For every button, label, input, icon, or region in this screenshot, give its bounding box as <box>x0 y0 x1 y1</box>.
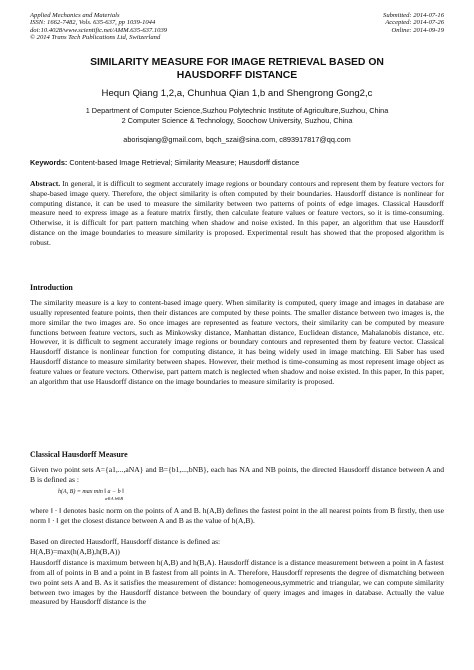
title-line-2: HAUSDORFF DISTANCE <box>176 70 298 81</box>
formula-main: h(A, B) = max min ‖ a − b ‖ <box>58 489 124 495</box>
classical-text-3: Based on directed Hausdorff, Hausdorff distance is defined as: <box>30 537 221 546</box>
affiliation-2: 2 Computer Science & Technology, Soochow University, Suzhou, China <box>121 115 353 125</box>
classical-text-2: where ‖ · ‖ denotes basic norm on the points of A and B. h(A,B) defines the fastest point in the all nearest points from B firstly, then use norm ‖ · ‖ get the closest distance between A and B as the value of h(A,B). <box>30 506 444 525</box>
classical-text-4: H(A,B)=max(h(A,B),h(B,A)) <box>30 547 120 556</box>
accepted-date: Accepted: 2014-07-26 <box>385 19 444 27</box>
keywords-text: Content-based Image Retrieval; Similarity Measure; Hausdorff distance <box>67 158 300 167</box>
keywords <box>30 158 444 167</box>
journal-info <box>30 12 290 42</box>
title-line-1: SIMILARITY MEASURE FOR IMAGE RETRIEVAL BASED ON <box>90 57 384 68</box>
submitted-date: Submitted: 2014-07-16 <box>383 12 444 19</box>
introduction-heading: Introduction <box>30 283 73 292</box>
paper-title <box>30 56 444 82</box>
affiliation-1: 1 Department of Computer Science,Suzhou Polytechnic Institute of Agriculture,Suzhou, China <box>85 106 389 115</box>
abstract <box>30 179 444 248</box>
abstract-text: In general, it is difficult to segment accurately image regions or boundary contours and represent them by feature vectors for shape-based image query. Therefore, the object similarity is often computed by their boundaries. Hausdorff distance is nonlinear for computing distance, it can be used to measure the similarity between two patterns of points of edge images. Classical Hausdorff measure need to express image as a feature matrix firstly, then calculate feature values or feature vectors, so it is time-consuming. Otherwise, it is difficult for part pattern matching when shadow and noise existed. In this paper, an algorithm that use Hausdorff distance on the image boundaries to measure similarity is proposed. Experimental result has showed that the proposed algorithm is robust. <box>30 179 444 247</box>
abstract-label: Abstract. <box>30 179 61 188</box>
paper-authors: Hequn Qiang 1,2,a, Chunhua Qian 1,b and Shengrong Gong2,c <box>101 88 373 99</box>
journal-issn: ISSN: 1662-7482, Vols. 635-637, pp 1039-1044 <box>30 19 156 27</box>
author-emails: aborisqiang@gmail.com, bqch_szai@sina.com, c893917817@qq.com <box>123 135 351 144</box>
online-date: Online: 2014-09-19 <box>391 26 444 34</box>
journal-doi: doi:10.4028/www.scientific.net/AMM.635-637.1039 <box>30 26 168 34</box>
formula-subscript: a∈A b∈B <box>105 496 124 501</box>
keywords-label: Keywords: <box>30 158 68 167</box>
submission-dates <box>294 12 444 34</box>
journal-name: Applied Mechanics and Materials <box>30 12 120 19</box>
classical-heading: Classical Hausdorff Measure <box>30 450 128 459</box>
journal-copyright: © 2014 Trans Tech Publications Ltd, Switzerland <box>30 34 161 42</box>
introduction-text: The similarity measure is a key to content-based image query. When similarity is computed, query image and images in database are usually represented feature points, then their distances are computed by these points. The smaller distance between two images is, the more similar the two images are. So once images are represented as feature vectors, their similarity can be computed by measure functions between feature vectors, such as Minkowsky distance, Manhattan distance, Euclidean distance, Mahalanobis distance, etc. However, it is difficult to segment accurately image regions or boundary contours and represented them by feature vector. Classical Hausdorff distance is nonlinear function for computing distance, it has being widely used in image matching. Eli Saber has used Hausdorff distance to measure similarity between shapes. However, their method is time-consuming as most represent image object as feature values or feature vectors. Otherwise, part pattern match is neglected when shadow and noise existed. In this paper, In this paper, an algorithm that use Hausdorff distance on the image boundaries to measure similarity is proposed. <box>30 298 444 386</box>
affiliations <box>30 106 444 125</box>
classical-text-5: Hausdorff distance is maximum between h(A,B) and h(B,A). Hausdorff distance is a distance measurement between a point in A fastest from all of points in B and a point in B fastest from all points in A. Therefore, Hausdorff represents the degree of dismatching between two point sets A and B. As it satisfies the measurement of distance: homogeneous,symmetric and triangular, we can compute similarity between two images by the Hausdorff distance between the boundary of query images and images in database. Actually the value measured by Hausdorff distance is the <box>30 558 444 607</box>
directed-hausdorff-formula <box>58 489 124 502</box>
classical-text-1: Given two point sets A={a1,...,aNA} and B={b1,...,bNB}, each has NA and NB points, the directed Hausdorff distance between A and B is defined as : <box>30 465 444 484</box>
